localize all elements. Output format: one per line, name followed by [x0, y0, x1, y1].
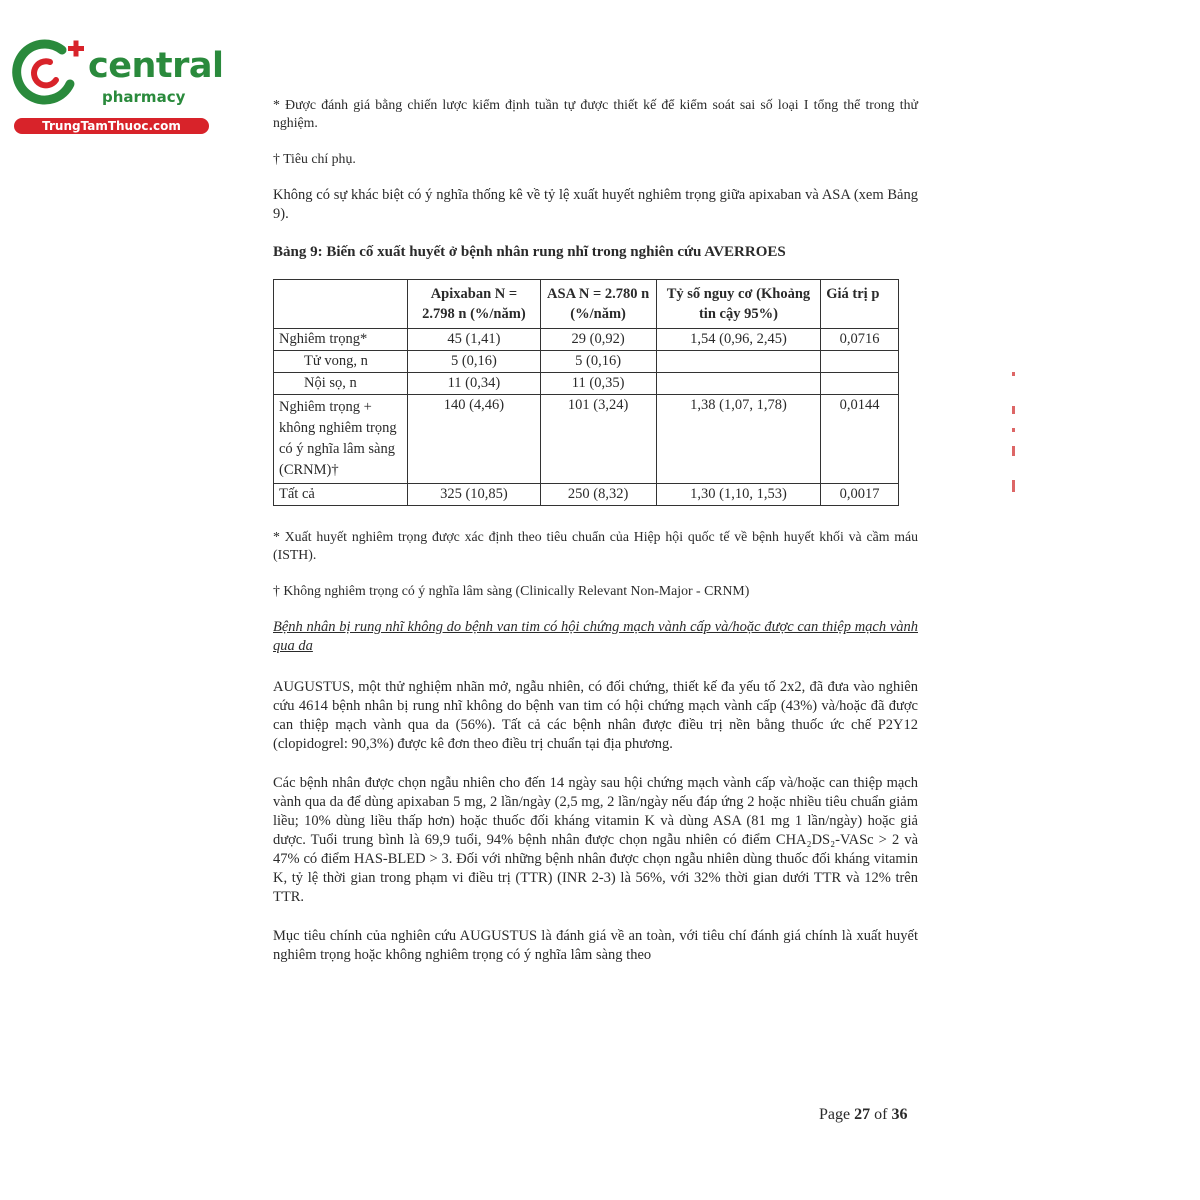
page-of: of [874, 1106, 888, 1123]
row-label: Nội sọ, n [274, 373, 408, 395]
intro-paragraph: Không có sự khác biệt có ý nghĩa thống kê về tỷ lệ xuất huyết nghiêm trọng giữa apixaban và ASA (xem Bảng 9). [273, 187, 918, 222]
cell-p-value: 0,0017 [821, 484, 899, 506]
cell-hazard-ratio: 1,30 (1,10, 1,53) [656, 484, 821, 506]
header-hazard-ratio: Tỷ số nguy cơ (Khoảng tin cậy 95%) [656, 280, 821, 329]
table-row [274, 395, 899, 484]
header-empty [274, 280, 408, 329]
cell-apixaban: 325 (10,85) [408, 484, 540, 506]
paragraph-randomization: Các bệnh nhân được chọn ngẫu nhiên cho đến 14 ngày sau hội chứng mạch vành cấp và/hoặc can thiệp mạch vành qua da để dùng apixaban 5 mg, 2 lần/ngày (2,5 mg, 2 lần/ngày nếu đáp ứng 2 hoặc nhiều tiêu chuẩn giảm liều; 10% dùng liều thấp hơn) hoặc thuốc đối kháng vitamin K và dùng ASA (81 mg 1 lần/ngày) hoặc giả dược. Tuổi trung bình là 69,9 tuổi, 94% bệnh nhân được chọn ngẫu nhiên có điểm CHA₂DS₂-VASc > 2 và 47% có điểm HAS-BLED > 3. Đối với những bệnh nhân được chọn ngẫu nhiên dùng thuốc đối kháng vitamin K, tỷ lệ thời gian trong phạm vi điều trị (TTR) (INR 2-3) là 56%, với 32% thời gian dưới TTR và 12% trên TTR. [273, 775, 918, 905]
page-content [273, 96, 918, 965]
row-label: Nghiêm trọng + không nghiêm trọng có ý nghĩa lâm sàng (CRNM)† [274, 395, 408, 484]
logo-subtitle: pharmacy [102, 88, 186, 106]
scan-edge-marks [1012, 372, 1020, 502]
table-row [274, 373, 899, 395]
cell-p-value [821, 373, 899, 395]
cell-p-value [821, 351, 899, 373]
header-asa: ASA N = 2.780 n (%/năm) [540, 280, 656, 329]
bottom-note-2: † Không nghiêm trọng có ý nghĩa lâm sàng (Clinically Relevant Non-Major - CRNM) [273, 583, 750, 598]
cell-apixaban: 45 (1,41) [408, 329, 540, 351]
table-row [274, 351, 899, 373]
cell-apixaban: 140 (4,46) [408, 395, 540, 484]
page-label: Page [819, 1106, 851, 1123]
section-heading: Bệnh nhân bị rung nhĩ không do bệnh van tim có hội chứng mạch vành cấp và/hoặc được can thiệp mạch vành qua da [273, 619, 918, 654]
logo-name: central [88, 46, 224, 86]
cell-asa: 101 (3,24) [540, 395, 656, 484]
cell-hazard-ratio: 1,54 (0,96, 2,45) [656, 329, 821, 351]
cell-hazard-ratio [656, 351, 821, 373]
table-row [274, 329, 899, 351]
bottom-note-1: * Xuất huyết nghiêm trọng được xác định theo tiêu chuẩn của Hiệp hội quốc tế về bệnh huyết khối và cầm máu (ISTH). [273, 529, 918, 562]
page-number [819, 1106, 907, 1124]
paragraph-augustus: AUGUSTUS, một thử nghiệm nhãn mở, ngẫu nhiên, có đối chứng, thiết kế đa yếu tố 2x2, đã đưa vào nghiên cứu 4614 bệnh nhân bị rung nhĩ không do bệnh van tim có hội chứng mạch vành cấp (43%) và/hoặc đã được can thiệp mạch vành qua da (56%). Tất cả các bệnh nhân được điều trị nền bằng thuốc ức chế P2Y12 (clopidogrel: 90,3%) được kê đơn theo điều trị chuẩn tại địa phương. [273, 679, 918, 752]
bleeding-events-table [273, 279, 899, 506]
cell-hazard-ratio: 1,38 (1,07, 1,78) [656, 395, 821, 484]
cell-hazard-ratio [656, 373, 821, 395]
cell-p-value: 0,0144 [821, 395, 899, 484]
pharmacy-cross-icon [10, 36, 90, 106]
logo-website: TrungTamThuoc.com [14, 118, 209, 134]
cell-asa: 11 (0,35) [540, 373, 656, 395]
cell-p-value: 0,0716 [821, 329, 899, 351]
row-label: Nghiêm trọng* [274, 329, 408, 351]
row-label: Tất cả [274, 484, 408, 506]
cell-apixaban: 11 (0,34) [408, 373, 540, 395]
top-note-1: * Được đánh giá bằng chiến lược kiểm định tuần tự được thiết kế để kiểm soát sai số loại I tổng thể trong thử nghiệm. [273, 97, 918, 130]
cell-apixaban: 5 (0,16) [408, 351, 540, 373]
table-header-row [274, 280, 899, 329]
table-row [274, 484, 899, 506]
top-note-2: † Tiêu chí phụ. [273, 151, 356, 166]
cell-asa: 250 (8,32) [540, 484, 656, 506]
paragraph-objective: Mục tiêu chính của nghiên cứu AUGUSTUS là đánh giá về an toàn, với tiêu chí đánh giá chính là xuất huyết nghiêm trọng hoặc không nghiêm trọng có ý nghĩa lâm sàng theo [273, 928, 918, 963]
page-total: 36 [891, 1106, 908, 1123]
cell-asa: 29 (0,92) [540, 329, 656, 351]
header-apixaban: Apixaban N = 2.798 n (%/năm) [408, 280, 540, 329]
row-label: Tử vong, n [274, 351, 408, 373]
header-p-value: Giá trị p [821, 280, 899, 329]
page-current: 27 [854, 1106, 871, 1123]
cell-asa: 5 (0,16) [540, 351, 656, 373]
central-pharmacy-logo [10, 36, 224, 136]
table-caption: Bảng 9: Biến cố xuất huyết ở bệnh nhân rung nhĩ trong nghiên cứu AVERROES [273, 244, 786, 260]
